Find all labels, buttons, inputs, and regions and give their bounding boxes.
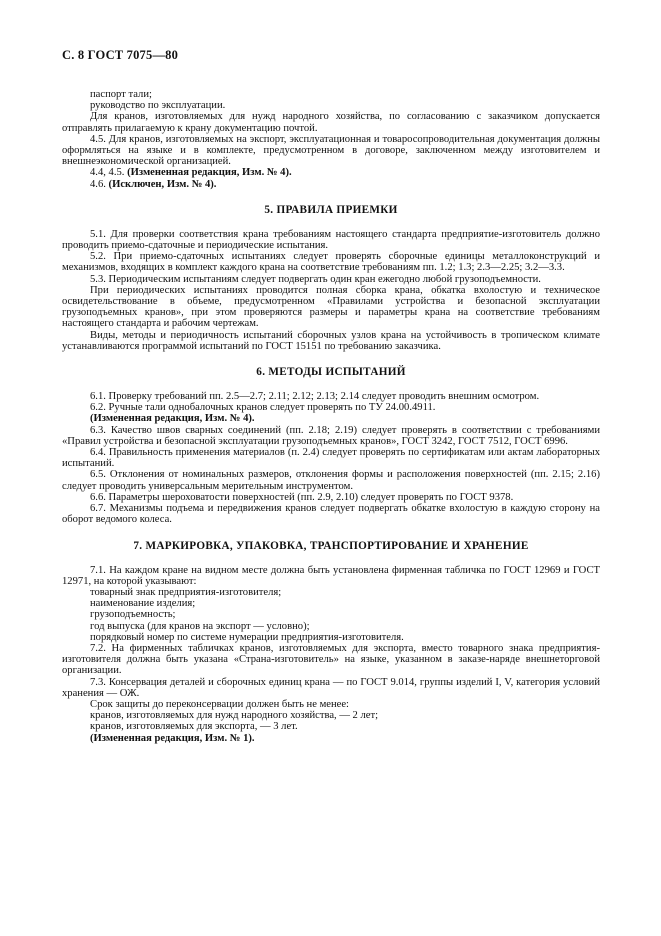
amendment-note: (Измененная редакция, Изм. № 4).: [127, 167, 292, 179]
list-item: грузоподъемность;: [90, 609, 176, 621]
paragraph-6-4: 6.4. Правильность применения материалов (п. 2.4) следует проверять по сертификатам или актам лабораторных испытаний.: [62, 447, 600, 470]
list-item: Срок защиты до переконсервации должен быть не менее:: [90, 698, 349, 710]
paragraph-4-5: 4.5. Для кранов, изготовляемых на экспорт, эксплуатационная и товаросопроводительная документация должны оформляться на языке и в комплекте, предусмотренном в договоре, заключенном между изготовителем и внешнеэкономической организацией.: [62, 133, 600, 168]
paragraph-5-1: 5.1. Для проверки соответствия крана требованиям настоящего стандарта предприятие-изготовитель должно проводить приемо-сдаточные и периодические испытания.: [62, 228, 600, 252]
paragraph-6-3: 6.3. Качество швов сварных соединений (пп. 2.18; 2.19) следует проверять в соответствии с требованиями «Правил устройства и безопасной эксплуатации грузоподъемных кранов», ГОСТ 3242, ГОСТ 7512, ГОСТ 6996.: [62, 424, 600, 447]
paragraph: При периодических испытаниях проводится полная сборка крана, обкатка вхолостую и техническое освидетельствование в объеме, предусмотренном «Правилами устройства и безопасной эксплуатации грузоподъемных кранов», при этом проверяются размеры и параметры крана на соответствие требованиям настоящего стандарта и рабочим чертежам.: [62, 284, 600, 330]
clause-number: 4.6.: [90, 178, 106, 190]
section-5-title: 5. ПРАВИЛА ПРИЕМКИ: [264, 203, 398, 216]
paragraph: Для кранов, изготовляемых для нужд народного хозяйства, по согласованию с заказчиком допускается отправлять прилагаемую к крану документацию почтой.: [62, 111, 600, 134]
amendment-note: (Исключен, Изм. № 4).: [108, 178, 217, 190]
paragraph-6-5: 6.5. Отклонения от номинальных размеров, отклонения формы и расположения поверхностей (пп. 2.15; 2.16) следует проводить универсальным мерительным инструментом.: [62, 469, 600, 492]
paragraph-6-6: 6.6. Параметры шероховатости поверхностей (пп. 2.9, 2.10) следует проверять по ГОСТ 9378.: [90, 491, 514, 503]
list-item: наименование изделия;: [90, 598, 196, 610]
list-item: порядковый номер по системе нумерации предприятия-изготовителя.: [90, 631, 404, 643]
list-item: руководство по эксплуатации.: [90, 100, 226, 112]
paragraph-6-2: 6.2. Ручные тали однобалочных кранов следует проверять по ТУ 24.00.4911.: [90, 402, 436, 414]
section-6-title: 6. МЕТОДЫ ИСПЫТАНИЙ: [256, 366, 406, 379]
list-item: год выпуска (для кранов на экспорт — условно);: [90, 620, 310, 632]
paragraph-4-6: [62, 179, 600, 190]
amendment-text: (Измененная редакция, Изм. № 4).: [90, 413, 255, 425]
amendment-text: (Измененная редакция, Изм. № 1).: [90, 732, 255, 744]
paragraph-4-4: [62, 167, 600, 178]
paragraph-6-7: 6.7. Механизмы подъема и передвижения кранов следует подвергать обкатке вхолостую в каждую сторону на оборот ведомого колеса.: [62, 503, 600, 526]
list-item: кранов, изготовляемых для экспорта, — 3 лет.: [90, 721, 298, 733]
amendment-note: [62, 733, 600, 744]
page-header: С. 8 ГОСТ 7075—80: [62, 48, 179, 62]
list-item: товарный знак предприятия-изготовителя;: [90, 586, 282, 598]
clause-number: 4.4, 4.5.: [90, 167, 125, 179]
document-page: [62, 48, 600, 744]
paragraph: Виды, методы и периодичность испытаний сборочных узлов крана на устойчивость в тропическом климате устанавливаются программой испытаний по ГОСТ 15151 по требованию заказчика.: [62, 329, 600, 352]
list-item: паспорт тали;: [90, 89, 152, 100]
paragraph-5-2: 5.2. При приемо-сдаточных испытаниях следует проверять сборочные единицы металлоконструкций и механизмов, входящих в комплект каждого крана на соответствие требованиям пп. 1.2; 1.3; 2.3—2.25; 3.2—3.3.: [62, 251, 600, 274]
paragraph-7-1: 7.1. На каждом кране на видном месте должна быть установлена фирменная табличка по ГОСТ 12969 и ГОСТ 12971, на которой указывают:: [62, 564, 600, 587]
amendment-note: [62, 413, 600, 424]
list-item: кранов, изготовляемых для нужд народного хозяйства, — 2 лет;: [90, 710, 379, 722]
paragraph-7-3: 7.3. Консервация деталей и сборочных единиц крана — по ГОСТ 9.014, группы изделий I, V, категория условий хранения — ОЖ.: [62, 676, 600, 699]
paragraph-6-1: 6.1. Проверку требований пп. 2.5—2.7; 2.11; 2.12; 2.13; 2.14 следует проводить внешним осмотром.: [90, 391, 540, 403]
section-7-title: 7. МАРКИРОВКА, УПАКОВКА, ТРАНСПОРТИРОВАНИЕ И ХРАНЕНИЕ: [133, 539, 529, 552]
paragraph-5-3: 5.3. Периодическим испытаниям следует подвергать один кран ежегодно любой грузоподъемности.: [90, 273, 541, 285]
paragraph-7-2: 7.2. На фирменных табличках кранов, изготовляемых для экспорта, вместо товарного знака предприятия-изготовителя должна быть указана «Страна-изготовитель» на языке, указанном в заказе-наряде внешнеторговой организации.: [62, 642, 600, 677]
